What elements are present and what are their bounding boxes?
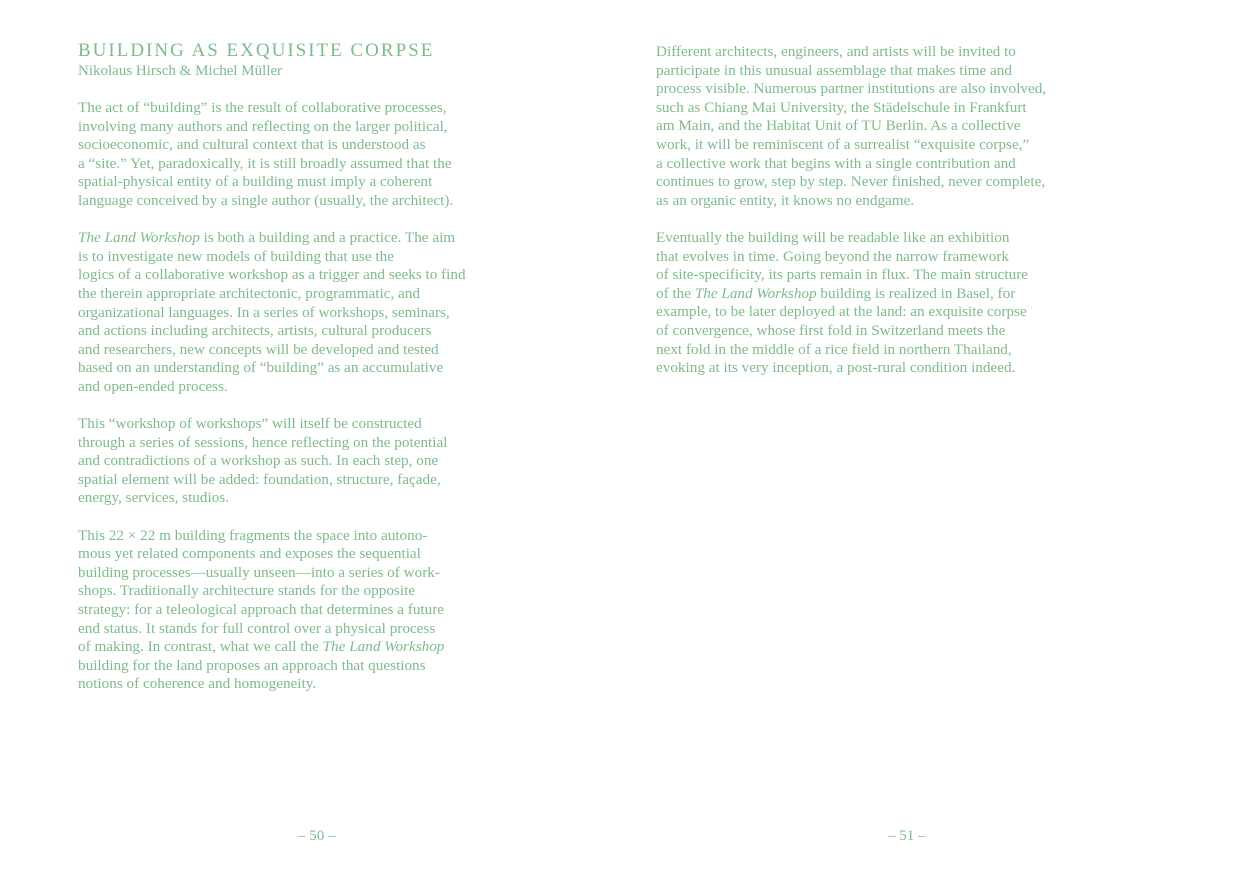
text-line: as an organic entity, it knows no endgame. (656, 191, 915, 209)
text-line: language conceived by a single author (usually, the architect). (78, 191, 454, 209)
text-line: energy, services, studios. (78, 489, 229, 507)
text-line: spatial element will be added: foundation, structure, façade, (78, 470, 441, 488)
text-line: The Land Workshop is both a building and a practice. The aim (78, 229, 456, 247)
left-text-column (78, 99, 518, 713)
text-line: of convergence, whose first fold in Switzerland meets the (656, 321, 1006, 339)
right-page (617, 0, 1235, 874)
italic-title: The Land Workshop (322, 638, 445, 656)
text-line: and actions including architects, artists, cultural producers (78, 322, 432, 340)
body-paragraph (78, 527, 518, 694)
text-line: The act of “building” is the result of collaborative processes, (78, 99, 447, 116)
text-line: is to investigate new models of building that use the (78, 247, 394, 265)
text-line: participate in this unusual assemblage that makes time and (656, 61, 1012, 79)
text-line: This 22 × 22 m building fragments the space into autono- (78, 526, 428, 544)
text-line: building for the land proposes an approach that questions (78, 656, 426, 674)
text-line: based on an understanding of “building” as an accumulative (78, 359, 444, 377)
text-line: and open-ended process. (78, 377, 228, 395)
text-line: a “site.” Yet, paradoxically, it is still broadly assumed that the (78, 154, 452, 172)
italic-title: The Land Workshop (78, 229, 200, 247)
right-text-column (656, 43, 1096, 396)
text-line: and researchers, new concepts will be developed and tested (78, 340, 439, 358)
text-line: process visible. Numerous partner institutions are also involved, (656, 80, 1047, 98)
text-line: socioeconomic, and cultural context that is understood as (78, 136, 426, 154)
text-line: through a series of sessions, hence reflecting on the potential (78, 433, 448, 451)
text-line: a collective work that begins with a single contribution and (656, 154, 1016, 172)
text-line: end status. It stands for full control over a physical process (78, 619, 436, 637)
essay-title: BUILDING AS EXQUISITE CORPSE (78, 40, 435, 61)
text-line: the therein appropriate architectonic, programmatic, and (78, 284, 420, 302)
text-line: spatial-physical entity of a building must imply a coherent (78, 173, 433, 191)
text-line: Different architects, engineers, and artists will be invited to (656, 43, 1016, 60)
body-paragraph (78, 415, 518, 508)
text-line: strategy: for a teleological approach that determines a future (78, 601, 445, 619)
text-line: continues to grow, step by step. Never finished, never complete, (656, 173, 1046, 191)
text-line: next fold in the middle of a rice field in northern Thailand, (656, 340, 1012, 358)
text-line: of making. In contrast, what we call the The Land Workshop (78, 638, 445, 656)
body-paragraph (78, 99, 518, 211)
text-line: that evolves in time. Going beyond the narrow framework (656, 247, 1010, 265)
text-line: evoking at its very inception, a post-rural condition indeed. (656, 359, 1016, 377)
text-line: logics of a collaborative workshop as a trigger and seeks to find (78, 266, 466, 284)
text-line: of site-specificity, its parts remain in flux. The main structure (656, 266, 1028, 284)
text-line: notions of coherence and homogeneity. (78, 675, 317, 693)
left-page (0, 0, 617, 874)
text-line: involving many authors and reflecting on the larger political, (78, 117, 448, 135)
body-paragraph (78, 229, 518, 396)
text-line: work, it will be reminiscent of a surrealist “exquisite corpse,” (656, 135, 1030, 153)
text-line: and contradictions of a workshop as such. In each step, one (78, 452, 439, 470)
page-number-right: – 51 – (888, 828, 926, 844)
italic-title: The Land Workshop (694, 284, 817, 302)
text-line: organizational languages. In a series of workshops, seminars, (78, 303, 450, 321)
text-line: am Main, and the Habitat Unit of TU Berlin. As a collective (656, 117, 1021, 135)
text-line: Eventually the building will be readable like an exhibition (656, 228, 1010, 246)
essay-authors: Nikolaus Hirsch & Michel Müller (78, 63, 283, 79)
text-line: of the The Land Workshop building is realized in Basel, for (656, 284, 1016, 302)
text-line: such as Chiang Mai University, the Städelschule in Frankfurt (656, 98, 1027, 116)
text-line: building processes—usually unseen—into a series of work- (78, 563, 440, 581)
page-number-left: – 50 – (298, 828, 336, 844)
text-line: mous yet related components and exposes the sequential (78, 545, 421, 563)
text-line: example, to be later deployed at the land: an exquisite corpse (656, 303, 1027, 321)
body-paragraph (656, 43, 1096, 210)
text-line: shops. Traditionally architecture stands for the opposite (78, 582, 416, 600)
body-paragraph (656, 229, 1096, 378)
text-line: This “workshop of workshops” will itself be constructed (78, 415, 422, 433)
